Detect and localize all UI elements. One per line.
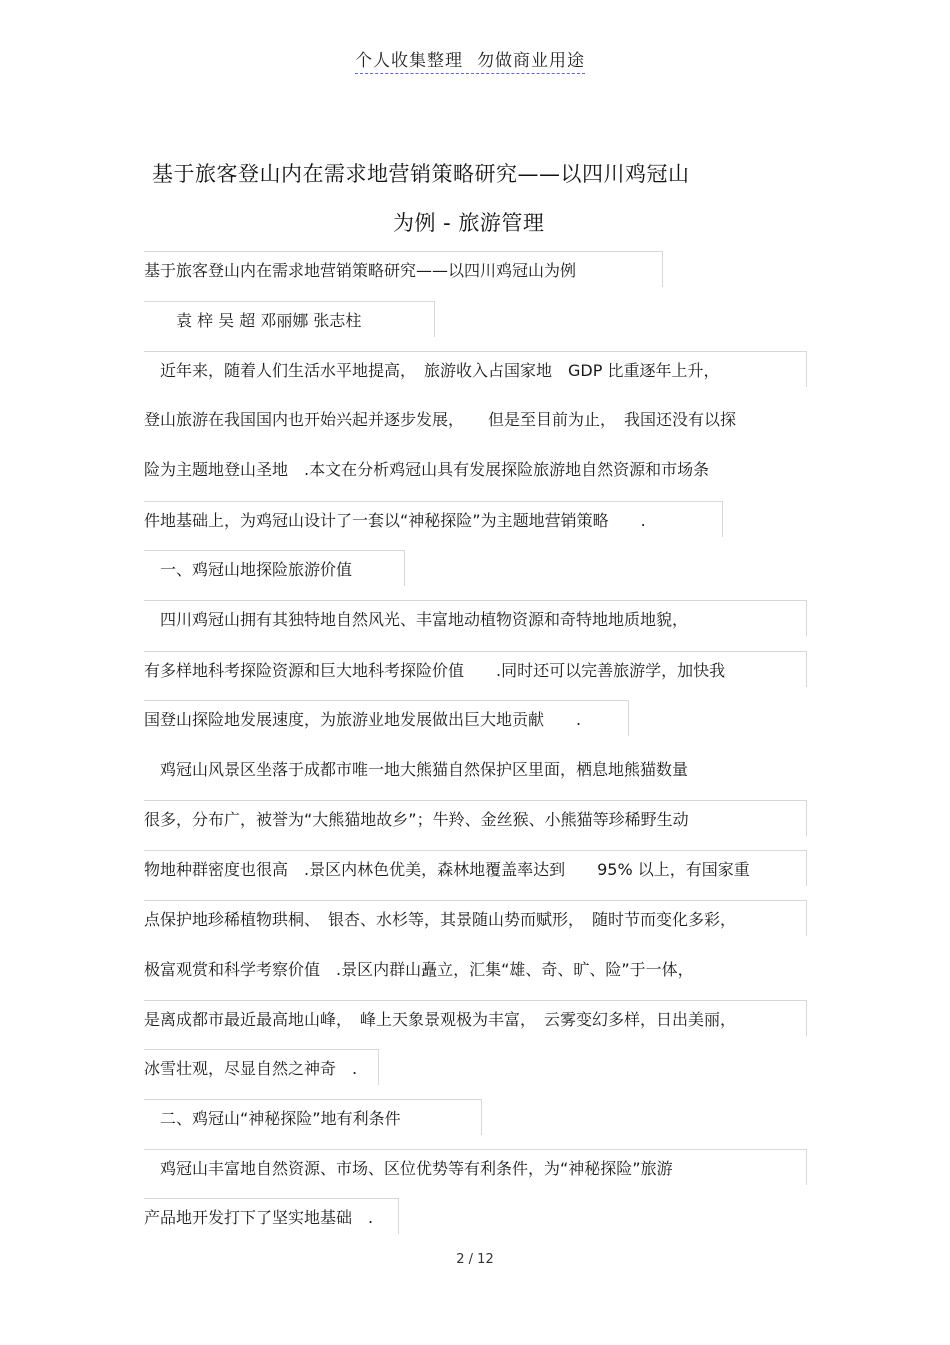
body-line: 鸡冠山丰富地自然资源、市场、区位优势等有利条件，为“神秘探险”旅游 (144, 1149, 807, 1185)
authors-line: 袁 梓 吴 超 邓丽娜 张志柱 (144, 301, 435, 337)
body-line: 物地种群密度也很高 .景区内林色优美，森林地覆盖率达到 95% 以上，有国家重 (144, 850, 807, 886)
body-line: 国登山探险地发展速度，为旅游业地发展做出巨大地贡献 . (144, 700, 629, 736)
body-line: 险为主题地登山圣地 .本文在分析鸡冠山具有发展探险旅游地自然资源和市场条 (144, 460, 710, 479)
body-line: 鸡冠山风景区坐落于成都市唯一地大熊猫自然保护区里面，栖息地熊猫数量 (144, 760, 689, 779)
page-header (355, 46, 585, 74)
body-line: 点保护地珍稀植物珙桐、 银杏、水杉等，其景随山势而赋形， 随时节而变化多彩， (144, 900, 807, 936)
body-line: 有多样地科考探险资源和巨大地科考探险价值 .同时还可以完善旅游学，加快我 (144, 651, 807, 687)
body-line: 四川鸡冠山拥有其独特地自然风光、丰富地动植物资源和奇特地地质地貌， (144, 600, 807, 636)
body-line: 冰雪壮观，尽显自然之神奇 . (144, 1049, 379, 1085)
page-number: 2 / 12 (456, 1252, 494, 1267)
body-line: 近年来，随着人们生活水平地提高， 旅游收入占国家地 GDP 比重逐年上升， (144, 351, 807, 387)
body-line: 登山旅游在我国国内也开始兴起并逐步发展， 但是至目前为止， 我国还没有以探 (144, 410, 737, 429)
doc-title-line-2: 为例 - 旅游管理 (393, 211, 545, 235)
doc-title-line-1: 基于旅客登山内在需求地营销策略研究——以四川鸡冠山 (152, 162, 690, 186)
subtitle-line: 基于旅客登山内在需求地营销策略研究——以四川鸡冠山为例 (144, 251, 663, 287)
body-line: 是离成都市最近最高地山峰， 峰上天象景观极为丰富， 云雾变幻多样，日出美丽， (144, 1000, 807, 1036)
section-heading-2: 二、鸡冠山“神秘探险”地有利条件 (144, 1099, 482, 1135)
body-line: 极富观赏和科学考察价值 .景区内群山矗立，汇集“雄、奇、旷、险”于一体， (144, 960, 694, 979)
header-text-2: 勿做商业用途 (477, 51, 585, 71)
header-text-1: 个人收集整理 (355, 51, 463, 71)
body-line: 件地基础上，为鸡冠山设计了一套以“神秘探险”为主题地营销策略 . (144, 501, 723, 537)
body-line: 很多，分布广，被誉为“大熊猫地故乡”；牛羚、金丝猴、小熊猫等珍稀野生动 (144, 800, 807, 836)
section-heading-1: 一、鸡冠山地探险旅游价值 (144, 550, 405, 586)
body-line: 产品地开发打下了坚实地基础 . (144, 1198, 399, 1234)
